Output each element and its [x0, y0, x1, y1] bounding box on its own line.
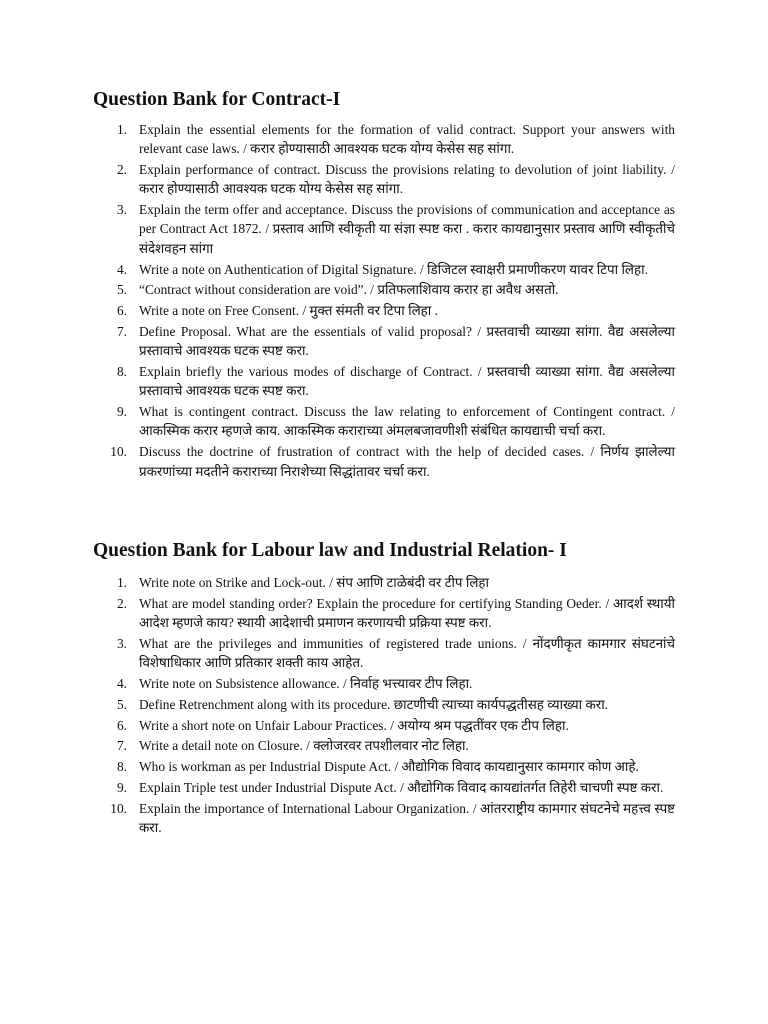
- question-text: Explain the term offer and acceptance. Discuss the provisions of communication and acceptance as per Contract Act 1872. / प्रस्ताव आणि स्वीकृती या संज्ञा स्पष्ट करा . करार कायद्यानुसार प्रस्ताव आणि स्वीकृतीचे संदेशवहन सांगा: [139, 202, 675, 256]
- question-text: Define Retrenchment along with its procedure. छाटणीची त्याच्या कार्यपद्धतीसह व्याख्या करा.: [139, 696, 609, 712]
- question-item: [93, 736, 675, 755]
- question-text: Write a note on Authentication of Digital Signature. / डिजिटल स्वाक्षरी प्रमाणीकरण यावर टिपा लिहा.: [139, 261, 648, 277]
- question-text: Explain the essential elements for the formation of valid contract. Support your answers with relevant case laws. / करार होण्यासाठी आवश्यक घटक योग्य केसेस सह सांगा.: [139, 122, 675, 157]
- question-number: 3.: [116, 202, 127, 218]
- question-item: [93, 402, 675, 441]
- question-number: 8.: [116, 364, 127, 380]
- question-item: [93, 634, 675, 673]
- question-text: Define Proposal. What are the essentials of valid proposal? / प्रस्तवाची व्याख्या सांगा. वैद्य असलेल्या प्रस्तावाचे आवश्यक घटक स्पष्ट करा.: [139, 323, 675, 359]
- section-title-contract: Question Bank for Contract-I: [93, 89, 341, 110]
- question-item: [93, 160, 675, 199]
- question-text: Who is workman as per Industrial Dispute Act. / औद्योगिक विवाद कायद्यानुसार कामगार कोण आहे.: [139, 759, 639, 775]
- question-number: 6.: [116, 303, 127, 319]
- question-number: 5.: [116, 282, 127, 298]
- question-text: Write a note on Free Consent. / मुक्त संमती वर टिपा लिहा .: [139, 303, 438, 319]
- question-item: [93, 301, 675, 320]
- question-list-contract: [93, 120, 675, 482]
- question-number: 7.: [116, 323, 127, 339]
- question-item: [93, 442, 675, 481]
- question-text: What is contingent contract. Discuss the law relating to enforcement of Contingent contract. / आकस्मिक करार म्हणजे काय. आकस्मिक कराराच्या अंमलबजावणीशी संबंधित कायद्याची चर्चा करा.: [139, 404, 675, 439]
- question-item: [93, 757, 675, 776]
- question-number: 3.: [116, 635, 127, 651]
- question-text: Write a detail note on Closure. / क्लोजरवर तपशीलवार नोट लिहा.: [139, 738, 469, 754]
- question-text: Explain the importance of International Labour Organization. / आंतरराष्ट्रीय कामगार संघटनेचे महत्त्व स्पष्ट करा.: [139, 800, 675, 836]
- question-item: [93, 260, 675, 279]
- question-number: 1.: [116, 575, 127, 590]
- question-text: Discuss the doctrine of frustration of contract with the help of decided cases. / निर्णय झालेल्या प्रकरणांच्या मदतीने कराराच्या निराशेच्या सिद्धांतावर चर्चा करा.: [139, 444, 675, 479]
- question-item: [93, 322, 675, 361]
- question-item: [93, 778, 675, 797]
- question-number: 10.: [110, 800, 127, 816]
- question-item: [93, 594, 675, 633]
- question-item: [93, 716, 675, 735]
- question-text: Write a short note on Unfair Labour Practices. / अयोग्य श्रम पद्धतींवर एक टीप लिहा.: [139, 717, 569, 733]
- question-text: Write note on Strike and Lock-out. / संप आणि टाळेबंदी वर टीप लिहा: [139, 575, 490, 590]
- question-item: [93, 280, 675, 299]
- question-number: 6.: [116, 717, 127, 733]
- question-item: [93, 695, 675, 714]
- section-title-labour: Question Bank for Labour law and Industrial Relation- I: [93, 540, 567, 561]
- question-list-labour: [93, 573, 675, 839]
- question-number: 4.: [116, 675, 127, 691]
- question-item: [93, 799, 675, 838]
- question-text: Explain Triple test under Industrial Dispute Act. / औद्योगिक विवाद कायद्यांतर्गत तिहेरी चाचणी स्पष्ट करा.: [139, 779, 664, 795]
- question-number: 1.: [116, 122, 127, 137]
- question-item: [93, 362, 675, 401]
- question-text: Explain briefly the various modes of discharge of Contract. / प्रस्तवाची व्याख्या सांगा. वैद्य असलेल्या प्रस्तावाचे आवश्यक घटक स्पष्ट करा.: [139, 364, 675, 399]
- question-number: 2.: [116, 162, 127, 178]
- question-number: 5.: [116, 696, 127, 712]
- question-item: [93, 573, 675, 592]
- question-number: 2.: [116, 595, 127, 611]
- question-text: What are model standing order? Explain the procedure for certifying Standing Oeder. / आदर्श स्थायी आदेश म्हणजे काय? स्थायी आदेशाची प्रमाणन करणायची प्रक्रिया स्पष्ट करा.: [139, 595, 675, 631]
- question-item: [93, 200, 675, 258]
- question-number: 9.: [116, 779, 127, 795]
- question-text: Explain performance of contract. Discuss the provisions relating to devolution of joint liability. / करार होण्यासाठी आवश्यक घटक योग्य केसेस सह सांगा.: [139, 162, 675, 197]
- question-item: [93, 120, 675, 159]
- question-text: What are the privileges and immunities of registered trade unions. / नोंदणीकृत कामगार संघटनांचे विशेषाधिकार आणि प्रतिकार शक्ती काय आहेत.: [139, 635, 675, 671]
- question-number: 8.: [116, 759, 127, 775]
- question-text: Write note on Subsistence allowance. / निर्वाह भत्त्यावर टीप लिहा.: [139, 675, 473, 691]
- question-number: 7.: [116, 738, 127, 754]
- question-number: 9.: [116, 404, 127, 420]
- question-item: [93, 674, 675, 693]
- question-text: “Contract without consideration are void”. / प्रतिफलाशिवाय करार हा अवैध असतो.: [139, 282, 559, 298]
- question-number: 4.: [116, 261, 127, 277]
- question-number: 10.: [110, 444, 127, 460]
